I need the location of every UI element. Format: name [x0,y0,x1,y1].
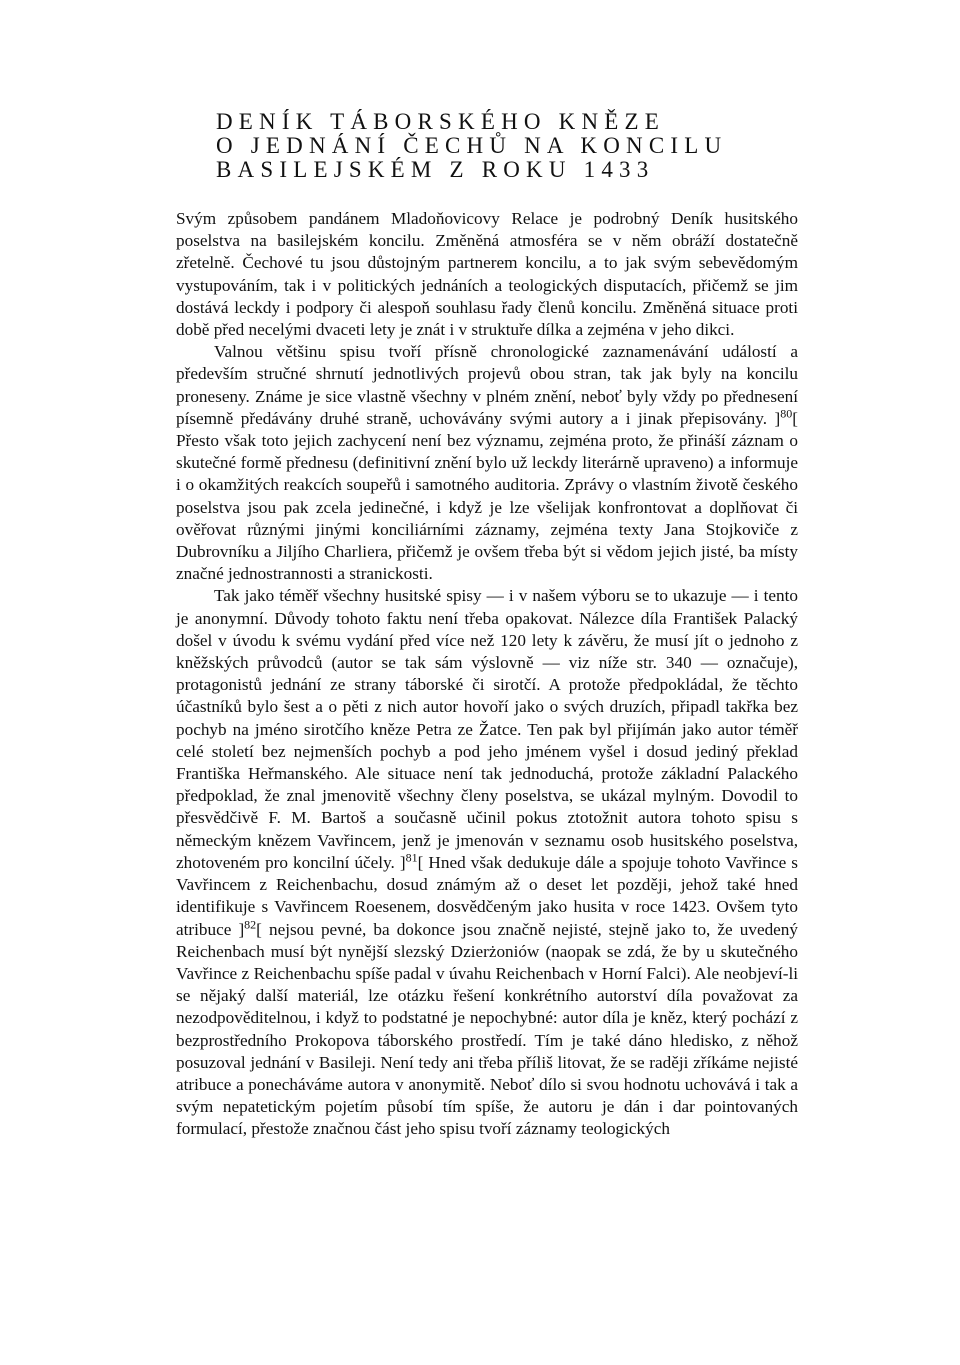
paragraph-1: Svým způsobem pandánem Mladoňovicovy Relace je podrobný Deník husitského poselstva na basilejském koncilu. Změněná atmosféra se v něm obráží dostatečně zřetelně. Čechové tu jsou důstojným partnerem koncilu, a to jak svým sebevědomým vystupováním, tak i v politických jednáních a teologických disputacích, přičemž se jim dostává leckdy i podpory či alespoň souhlasu řady členů koncilu. Změněná situace proti době před necelými dvaceti lety je znát i v struktuře dílka a zejména v jeho dikci. [176,209,798,340]
paragraph-2-text-a: Valnou většinu spisu tvoří přísně chronologické zaznamenávání událostí a především stručné shrnutí jednotlivých projevů obou stran, tak jak byly na koncilu proneseny. Známe je sice vlastně všechny v plném znění, neboť byly vždy po přednesení písemně předávány druhé straně, uchovávány svými autory a i jinak přepisovány. ] [176,342,798,428]
paragraph-3-text-a: Tak jako téměř všechny husitské spisy — i v našem výboru se to ukazuje — i tento je anonymní. Důvody tohoto faktu není třeba opakovat. Nálezce díla František Palacký došel v úvodu k svému vydání před více než 120 lety k závěru, že musí jít o jednoho z kněžských průvodců (autor se tak sám výslovně — viz níže str. 340 — označuje), protagonistů jednání ze strany táborské či sirotčí. A protože předpokládal, že těchto účastníků bylo šest a o pěti z nich autor hovoří jako o svých druzích, připadl takřka bez pochyb na jméno sirotčího kněze Petra ze Žatce. Ten pak byl přijímán jako autor téměř celé století bez nejmenších pochyb a pod jeho jménem vyšel i dosud jediný překlad Františka Heřmanského. Ale situace není tak jednoduchá, protože základní Palackého předpoklad, že znal jmenovitě všechny členy poselstva, se ukázal mylným. Dovodil to přesvědčivě F. M. Bartoš a současně učinil pokus ztotožnit autora tohoto spisu s německým knězem Vavřincem, jenž je jmenován v seznamu osob husitského poselstva, zhotoveném pro koncilní účely. ] [176,586,798,872]
footnote-marker: 81 [405,850,418,865]
paragraph-2 [176,341,798,585]
paragraph-3-text-c: [ nejsou pevné, ba dokonce jsou značně nejisté, stejně jako to, že uvedený Reichenbach musí být nynější slezský Dzierżoniów (naopak se zdá, že by u skutečného Vavřince z Reichenbachu spíše padal v úvahu Reichenbach v Horní Falci). Ale neobjeví-li se nějaký další materiál, lze otázku řešení konkrétního autorství díla považovat za nezodpověditelnou, i když to podstatné je nepochybné: autor díla je kněz, který pochází z bezprostředního Prokopova táborského prostředí. Tím je také dáno hledisko, z něhož posuzoval jednání v Basileji. Není tedy ani třeba příliš litovat, že se raději zříkáme nejisté atribuce a ponecháváme autora v anonymitě. Neboť dílo si svou hodnotu uchovává i tak a svým nepatetickým pojetím působí tím spíše, že autoru je dán i dar pointovaných formulací, přestože značnou část jeho spisu tvoří záznamy teologických [176,919,798,1139]
paragraph-3-text-b: [ Hned však dedukuje dále a spojuje tohoto Vavřince s Vavřincem z Reichenbachu, dosud známým až o deset let později, jehož také hned identifikuje s Vavřincem Roesenem, dosvědčeným jako husita v roce 1423. Ovšem tyto atribuce ] [176,852,798,939]
chapter-title [216,110,776,182]
footnote-marker: 80 [780,406,793,421]
chapter-title-line-3: BASILEJSKÉM Z ROKU 1433 [216,157,655,182]
paragraph-3 [176,585,798,1140]
paragraph-2-text-b: [ Přesto však toto jejich zachycení není bez významu, zejména proto, že přináší záznam o skutečné formě přednesu (definitivní znění bylo už leckdy literárně upraveno) a informuje i o okamžitých reakcích soupeřů i samotného auditoria. Zprávy o vlastním životě českého poselstva jsou pak zcela jedinečné, i když je lze všelijak konfrontovat a doplňovat či ověřovat různými jinými konciliárními záznamy, zejména texty Jana Stojkoviče z Dubrovníku a Jiljího Charliera, přičemž je ovšem třeba být si vědom jejich jisté, ba místy značné jednostrannosti a stranickosti. [176,408,798,584]
chapter-title-line-2: O JEDNÁNÍ ČECHŮ NA KONCILU [216,133,728,158]
footnote-marker: 82 [244,916,257,931]
body-text [176,208,798,1141]
chapter-title-line-1: DENÍK TÁBORSKÉHO KNĚZE [216,109,666,134]
